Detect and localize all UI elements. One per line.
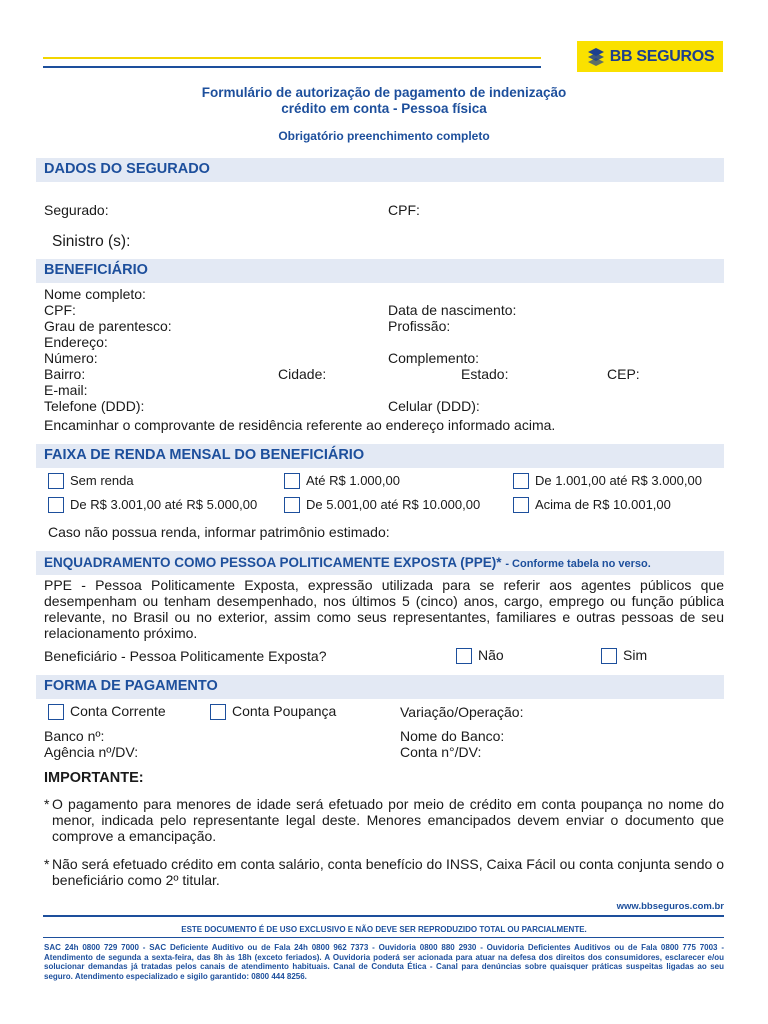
footer-rule — [43, 915, 724, 917]
nome-banco-label: Nome do Banco: — [400, 728, 505, 744]
telefone-label: Telefone (DDD): — [44, 398, 145, 414]
segurado-label: Segurado: — [44, 202, 109, 218]
renda-option-label: De R$ 3.001,00 até R$ 5.000,00 — [70, 497, 258, 512]
section-beneficiario — [36, 259, 724, 283]
segurado-cpf-label: CPF: — [388, 202, 420, 218]
section-heading: DADOS DO SEGURADO — [44, 161, 210, 177]
ppe-definition: PPE - Pessoa Politicamente Exposta, expressão utilizada para se referir aos agentes públicos que desempenham ou tenham desempenhado, nos últimos 5 (cinco) anos, cargo, emprego ou função pública relevante, no Brasil ou no exterior, assim como seus representantes, familiares e outras pessoas de seu relacionamento próximo. — [44, 577, 724, 641]
conta-corrente-checkbox[interactable] — [48, 704, 64, 720]
ppe-sim-checkbox[interactable] — [601, 648, 617, 664]
section-faixa-renda — [36, 444, 724, 468]
ppe-note: - Conforme tabela no verso. — [505, 558, 651, 570]
ppe-question: Beneficiário - Pessoa Politicamente Exposta? — [44, 648, 327, 664]
importante-heading: IMPORTANTE: — [44, 770, 144, 786]
section-heading: BENEFICIÁRIO — [44, 262, 148, 278]
renda-option-label: De 5.001,00 até R$ 10.000,00 — [306, 497, 481, 512]
ppe-nao-checkbox[interactable] — [456, 648, 472, 664]
bb-seguros-logo — [577, 41, 723, 72]
conta-poupanca-label: Conta Poupança — [232, 703, 337, 719]
renda-option-label: Sem renda — [70, 473, 134, 488]
renda-option-checkbox[interactable] — [48, 497, 64, 513]
cpf-label: CPF: — [44, 302, 76, 318]
sinistro-label: Sinistro (s): — [52, 233, 131, 250]
form-title-line2: crédito em conta - Pessoa física — [281, 101, 487, 116]
email-label: E-mail: — [44, 382, 88, 398]
nome-label: Nome completo: — [44, 286, 146, 302]
cep-label: CEP: — [607, 366, 640, 382]
form-title-line1: Formulário de autorização de pagamento de indenização — [201, 85, 567, 100]
renda-option-checkbox[interactable] — [513, 497, 529, 513]
conta-poupanca-checkbox[interactable] — [210, 704, 226, 720]
residencia-instruction: Encaminhar o comprovante de residência referente ao endereço informado acima. — [44, 417, 556, 433]
section-forma-pagamento — [36, 675, 724, 699]
section-heading: FORMA DE PAGAMENTO — [44, 678, 218, 694]
numero-label: Número: — [44, 350, 98, 366]
grau-label: Grau de parentesco: — [44, 318, 172, 334]
renda-option-checkbox[interactable] — [48, 473, 64, 489]
sac-contacts: SAC 24h 0800 729 7000 - SAC Deficiente Auditivo ou de Fala 24h 0800 962 7373 - Ouvidoria 0800 880 2930 - Ouvidoria Deficientes Auditivos ou de Fala 0800 775 7003 - Atendimento de segunda a sexta-feira, das 8h às 18h (exceto feriados). A Ouvidoria poderá ser acionada para atuar na defesa dos direitos dos consumidores, esclarecer e/ou solucionar demandas já tratadas pelos canais de atendimento habituais. Canal de Conduta Ética - Canal para denúncias sobre quaisquer práticas suspeitas ligadas ao seu seguro. Atendimento especializado e sigilo garantido: 0800 444 8256. — [44, 943, 724, 981]
footer-rule-thin — [43, 937, 724, 938]
ppe-nao-label: Não — [478, 647, 504, 663]
celular-label: Celular (DDD): — [388, 398, 480, 414]
conta-label: Conta n°/DV: — [400, 744, 482, 760]
banco-label: Banco nº: — [44, 728, 105, 744]
logo-text: BB SEGUROS — [609, 47, 715, 65]
ppe-sim-label: Sim — [623, 647, 648, 663]
renda-option-checkbox[interactable] — [513, 473, 529, 489]
section-heading: FAIXA DE RENDA MENSAL DO BENEFICIÁRIO — [44, 447, 365, 463]
renda-option-checkbox[interactable] — [284, 473, 300, 489]
importante-item-1: O pagamento para menores de idade será efetuado por meio de crédito em conta poupança no nome do menor, indicada pelo representante legal deste. Menores emancipados devem enviar o documento que comprove a emancipação. — [52, 796, 724, 844]
bairro-label: Bairro: — [44, 366, 86, 382]
complemento-label: Complemento: — [388, 350, 480, 366]
agencia-label: Agência nº/DV: — [44, 744, 139, 760]
section-dados-segurado — [36, 158, 724, 182]
header-blue-rule — [43, 66, 541, 68]
renda-option-checkbox[interactable] — [284, 497, 300, 513]
importante-item-2: Não será efetuado crédito em conta salário, conta benefício do INSS, Caixa Fácil ou conta conjunta sendo o beneficiário como 2º titular. — [52, 856, 724, 888]
estado-label: Estado: — [461, 366, 509, 382]
reproduction-notice: ESTE DOCUMENTO É DE USO EXCLUSIVO E NÃO DEVE SER REPRODUZIDO TOTAL OU PARCIALMENTE. — [181, 925, 587, 934]
endereco-label: Endereço: — [44, 334, 108, 350]
nascimento-label: Data de nascimento: — [388, 302, 517, 318]
ppe-heading: ENQUADRAMENTO COMO PESSOA POLITICAMENTE EXPOSTA (PPE)* — [44, 555, 502, 570]
variacao-label: Variação/Operação: — [400, 704, 524, 720]
header-yellow-rule — [43, 57, 541, 59]
patrimonio-label: Caso não possua renda, informar patrimônio estimado: — [48, 524, 390, 540]
renda-option-label: Até R$ 1.000,00 — [306, 473, 400, 488]
importante-bullet-1: * — [44, 796, 50, 812]
form-subtitle: Obrigatório preenchimento completo — [278, 129, 490, 143]
cidade-label: Cidade: — [278, 366, 327, 382]
website-link[interactable]: www.bbseguros.com.br — [616, 901, 724, 912]
bb-logo-icon — [586, 48, 606, 66]
section-heading — [44, 555, 651, 570]
section-ppe — [36, 551, 724, 575]
profissao-label: Profissão: — [388, 318, 451, 334]
importante-bullet-2: * — [44, 856, 50, 872]
renda-option-label: De 1.001,00 até R$ 3.000,00 — [535, 473, 702, 488]
conta-corrente-label: Conta Corrente — [70, 703, 166, 719]
renda-option-label: Acima de R$ 10.001,00 — [535, 497, 671, 512]
